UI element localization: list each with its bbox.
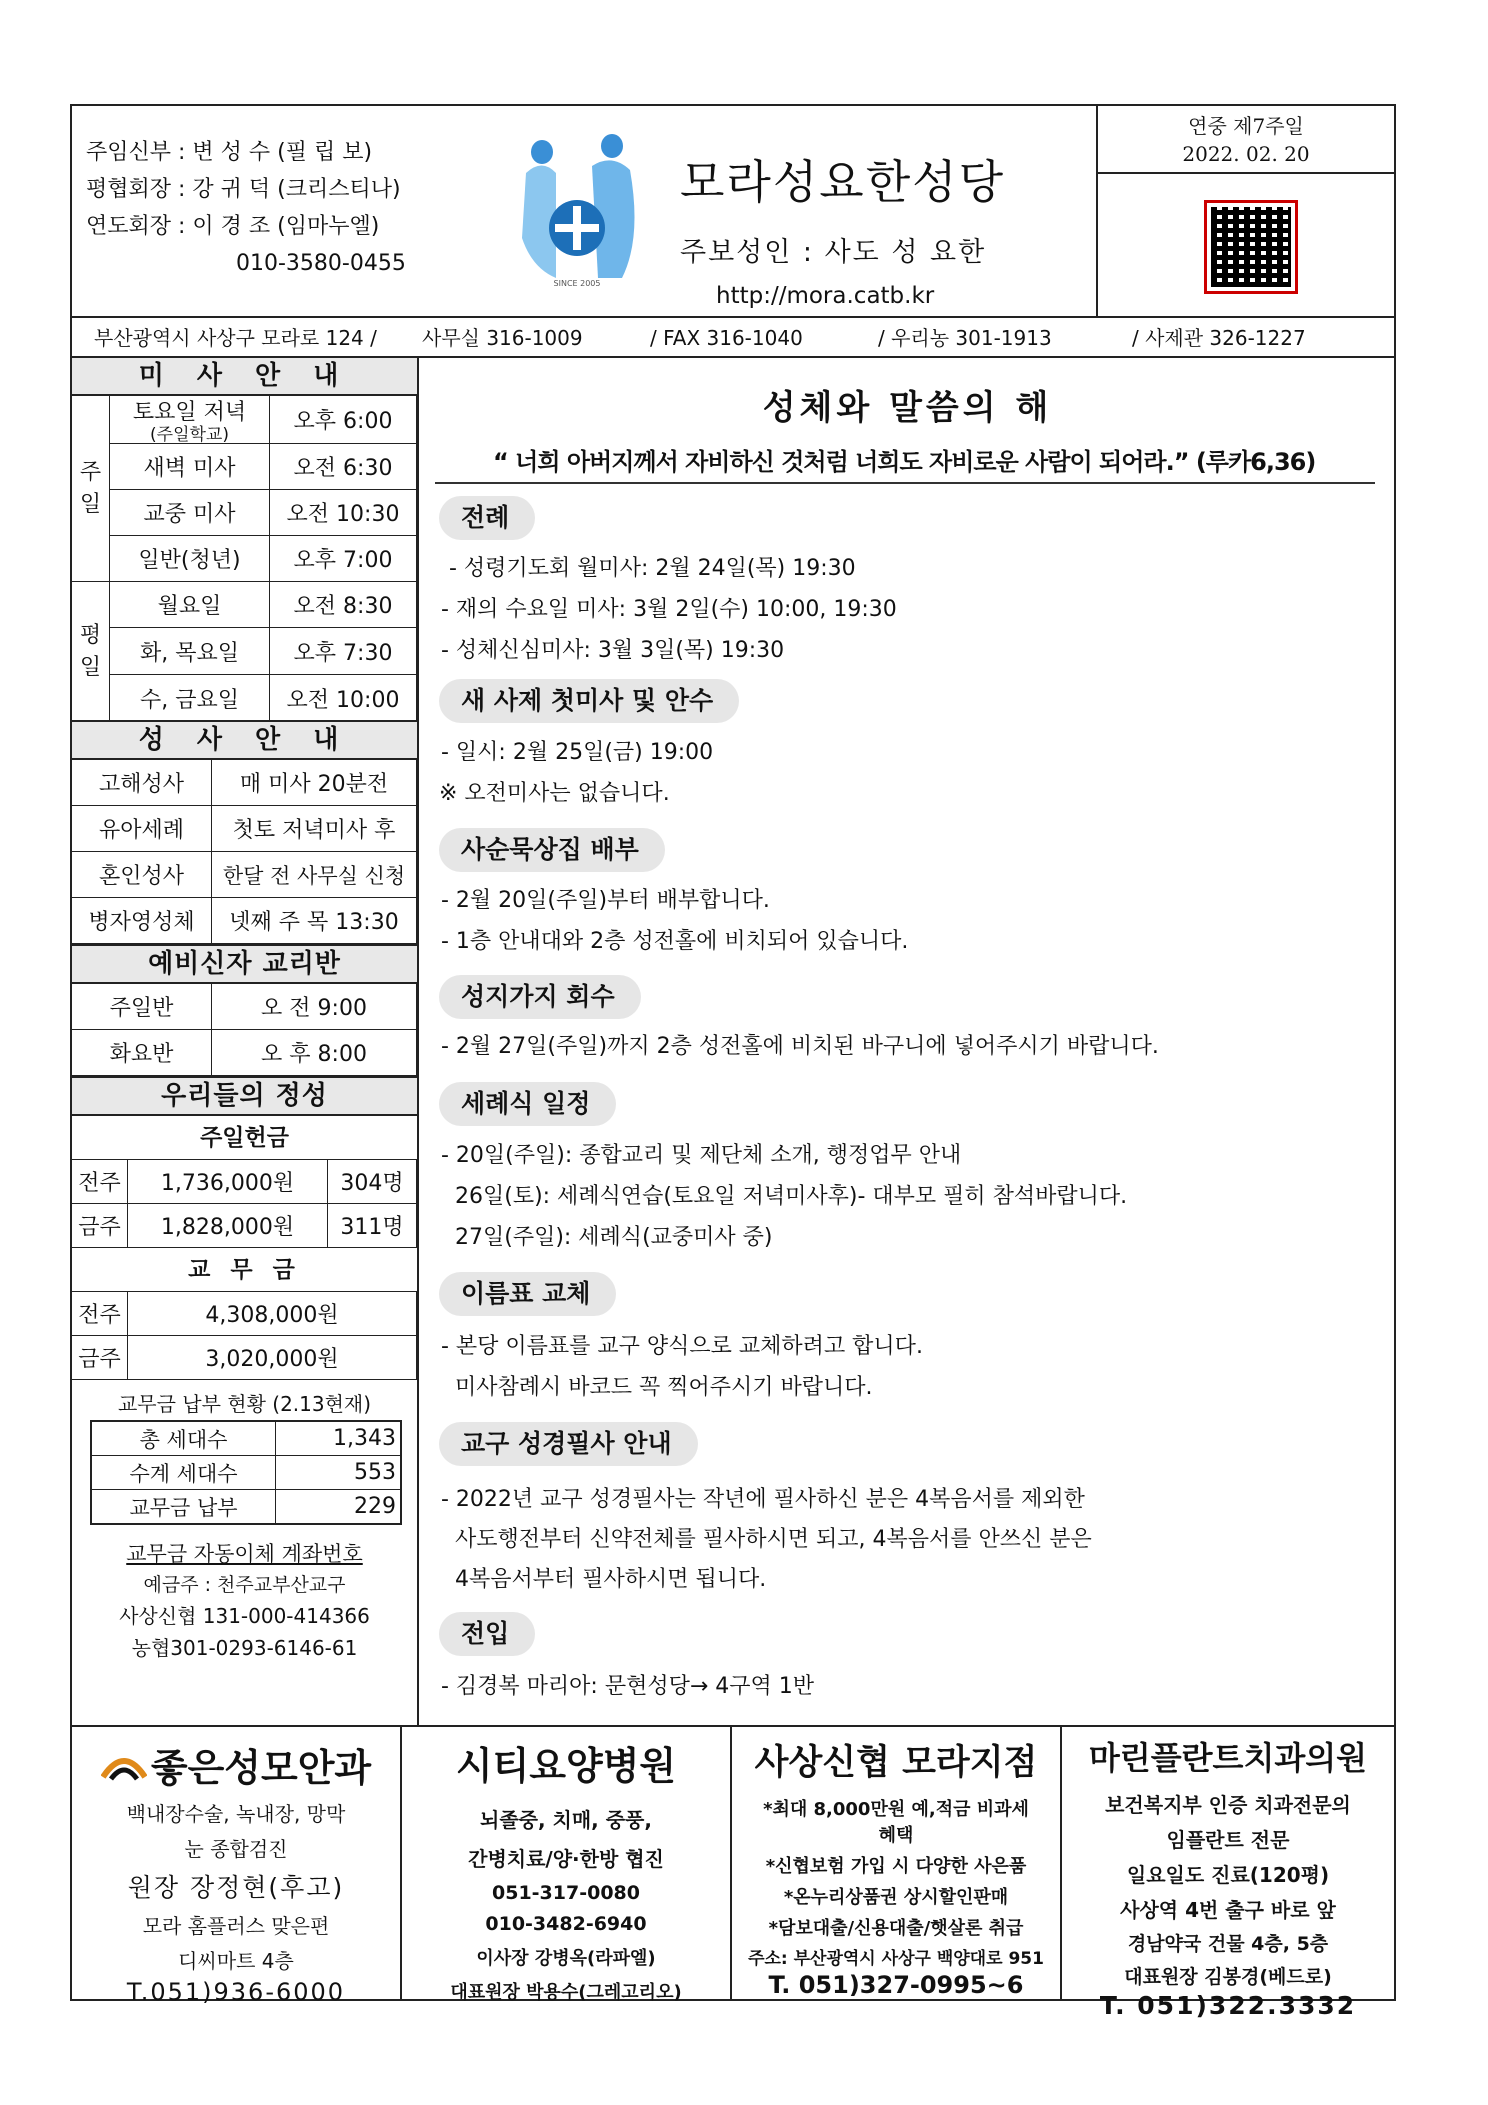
rectory-phone: / 사제관 326-1227 [1132,326,1306,350]
address: 부산광역시 사상구 모라로 124 / [94,326,377,350]
section-line: - 성령기도회 월미사: 2월 24일(목) 19:30 [449,556,856,581]
mass-time: 오후 6:00 [270,396,417,444]
address-bar [72,318,1394,358]
offering-amount: 1,828,000원 [128,1204,328,1248]
section-line: 26일(토): 세례식연습(토요일 저녁미사후)- 대부모 필히 참석바랍니다. [441,1184,1128,1209]
mass-row: 수, 금요일 [110,675,270,722]
bulletin-page [70,104,1396,2020]
diocese-title: 교 무 금 [72,1248,417,1292]
sacrament-value: 첫토 저녁미사 후 [212,806,417,852]
sacrament-value: 매 미사 20분전 [212,760,417,806]
date-panel [1096,106,1394,316]
section-title: 전례 [439,496,535,540]
sunday-offering-title: 주일헌금 [72,1116,417,1160]
weekday-label: 평일 [72,582,110,722]
class-name: 화요반 [72,1030,212,1076]
liturgical-week: 연중 제7주일 [1188,114,1304,138]
class-time: 오 전 9:00 [212,984,417,1030]
offering-label: 금주 [72,1204,128,1248]
status-label: 교무금 납부 [92,1490,276,1523]
main-content [421,358,1394,1725]
diocese-amount: 4,308,000원 [128,1292,417,1336]
mass-time: 오전 6:30 [270,444,417,490]
offering-label: 전주 [72,1160,128,1204]
phone-line: 010-3580-0455 [236,251,406,276]
ads-row [72,1725,1394,2020]
diocese-label: 전주 [72,1292,128,1336]
section-title: 사순묵상집 배부 [439,828,665,872]
ad-credit-union[interactable]: 사상신협 모라지점 *최대 8,000만원 예,적금 비과세 혜택 *신협보험 가입 시 다양한 사은품 *온누리상품권 상시할인판매 *담보대출/신용대출/햇살론 취급 주소: 부산광역시 사상구 백양대로 951 T. 051)327-0995~6 [732,1727,1062,2001]
section-title: 교구 성경필사 안내 [439,1422,698,1466]
year-title: 성체와 말씀의 해 [762,388,1053,428]
pastor-line: 주임신부 : 변 성 수 (필 립 보) [86,140,373,165]
section-line: - 2월 20일(주일)부터 배부합니다. [441,888,770,913]
church-info [680,146,1005,309]
status-label: 총 세대수 [92,1422,276,1456]
eye-logo-icon [101,1747,147,1783]
section-line: - 김경복 마리아: 문현성당→ 4구역 1반 [441,1674,815,1699]
mass-row: 교중 미사 [110,490,270,536]
sacrament-name: 병자영성체 [72,898,212,944]
offering-title: 우리들의 정성 [72,1076,417,1116]
status-value: 553 [276,1456,400,1490]
scripture-verse: “ 너희 아버지께서 자비하신 것처럼 너희도 자비로운 사람이 되어라.” (루카6,36) [493,448,1316,476]
mass-row: 일반(청년) [110,536,270,582]
payment-status-table [90,1420,402,1525]
diocese-amount: 3,020,000원 [128,1336,417,1380]
qr-code-icon[interactable] [1204,200,1298,294]
bulletin-date: 2022. 02. 20 [1182,142,1310,166]
diocese-label: 금주 [72,1336,128,1380]
catechumen-title: 예비신자 교리반 [72,944,417,984]
mass-time: 오전 10:00 [270,675,417,722]
mass-time: 오후 7:30 [270,628,417,675]
offering-count: 304명 [328,1160,417,1204]
section-line: - 성체신심미사: 3월 3일(목) 19:30 [441,638,785,663]
account-number-2: 농협301-0293-6146-61 [131,1636,358,1660]
payment-status-title: 교무금 납부 현황 (2.13현재) [117,1392,372,1416]
account-number-1: 사상신협 131-000-414366 [119,1604,370,1628]
mass-row: 화, 목요일 [110,628,270,675]
section-line: 사도행전부터 신약전체를 필사하시면 되고, 4복음서를 안쓰신 분은 [441,1527,1092,1552]
section-line: - 본당 이름표를 교구 양식으로 교체하려고 합니다. [441,1334,923,1359]
youth-line: 연도회장 : 이 경 조 (임마누엘) [86,214,380,239]
council-line: 평협회장 : 강 귀 덕 (크리스티나) [86,177,401,202]
sacrament-name: 유아세례 [72,806,212,852]
section-line: 미사참례시 바코드 꼭 찍어주시기 바랍니다. [441,1375,873,1400]
section-line: - 2022년 교구 성경필사는 작년에 필사하신 분은 4복음서를 제외한 [441,1487,1085,1512]
section-line: - 1층 안내대와 2층 성전홀에 비치되어 있습니다. [441,929,909,954]
status-value: 229 [354,1494,396,1519]
sacrament-value: 한달 전 사무실 신청 [212,852,417,898]
mass-time: 오후 7:00 [270,536,417,582]
offering-amount: 1,736,000원 [128,1160,328,1204]
offering-count: 311명 [328,1204,417,1248]
section-title: 세례식 일정 [439,1082,616,1126]
header [72,106,1394,318]
section-title: 성지가지 회수 [439,975,641,1019]
staff-list [86,134,406,282]
sunday-label: 주일 [72,396,110,582]
mass-time: 오전 8:30 [270,582,417,628]
section-line: - 20일(주일): 종합교리 및 제단체 소개, 행정업무 안내 [441,1143,962,1168]
section-title: 전입 [439,1612,535,1656]
section-line: 27일(주일): 세례식(교중미사 중) [441,1225,773,1250]
ad-nursing-hospital[interactable]: 시티요양병원 뇌졸중, 치매, 중풍, 간병치료/양·한방 협진 051-317-0080 010-3482-6940 이사장 강병옥(라파엘) 대표원장 박용수(그레고리오) [402,1727,732,2001]
divider [435,482,1375,484]
section-line: - 재의 수요일 미사: 3월 2일(수) 10:00, 19:30 [441,597,897,622]
sidebar [72,358,419,1725]
section-line: - 일시: 2월 25일(금) 19:00 [441,740,714,765]
ad-eye-clinic[interactable]: 좋은성모안과 백내장수술, 녹내장, 망막 눈 종합검진 원장 장정현(후고) 모라 홈플러스 맞은편 디씨마트 4층 T.051)936-6000 [72,1727,402,2001]
sacrament-value: 넷째 주 목 13:30 [212,898,417,944]
mass-row: 토요일 저녁 (주일학교) [110,396,270,444]
office-phone: 사무실 316-1009 [422,326,583,350]
patron-saint: 주보성인 : 사도 성 요한 [680,237,987,268]
section-title: 이름표 교체 [439,1272,616,1316]
sacrament-name: 혼인성사 [72,852,212,898]
status-value: 1,343 [276,1422,400,1456]
account-holder: 예금주 : 천주교부산교구 [143,1574,346,1596]
section-line: 4복음서부터 필사하시면 됩니다. [441,1567,767,1592]
farm-phone: / 우리농 301-1913 [878,326,1052,350]
section-line: - 2월 27일(주일)까지 2층 성전홀에 비치된 바구니에 넣어주시기 바랍니다. [441,1034,1159,1059]
class-name: 주일반 [72,984,212,1030]
fax-number: / FAX 316-1040 [650,326,803,350]
mass-title: 미 사 안 내 [72,356,417,396]
section-title: 새 사제 첫미사 및 안수 [439,679,739,723]
account-title: 교무금 자동이체 계좌번호 [126,1542,363,1566]
church-logo [512,128,642,293]
status-label: 수계 세대수 [92,1456,276,1490]
mass-row: 월요일 [110,582,270,628]
church-name: 모라성요한성당 [680,155,1006,209]
sacraments-title: 성 사 안 내 [72,720,417,760]
sacrament-name: 고해성사 [72,760,212,806]
mass-time: 오전 10:30 [270,490,417,536]
mass-row: 새벽 미사 [110,444,270,490]
logo-since: SINCE 2005 [553,279,601,288]
church-url[interactable]: http://mora.catb.kr [716,283,935,309]
section-line: ※ 오전미사는 없습니다. [439,781,670,806]
ad-dental-clinic[interactable]: 마린플란트치과의원 보건복지부 인증 치과전문의 임플란트 전문 일요일도 진료(120평) 사상역 4번 출구 바로 앞 경남약국 건물 4층, 5층 대표원장 김봉경(베드로) T. 051)322.3332 [1088,1739,1368,2020]
class-time: 오 후 8:00 [212,1030,417,1076]
